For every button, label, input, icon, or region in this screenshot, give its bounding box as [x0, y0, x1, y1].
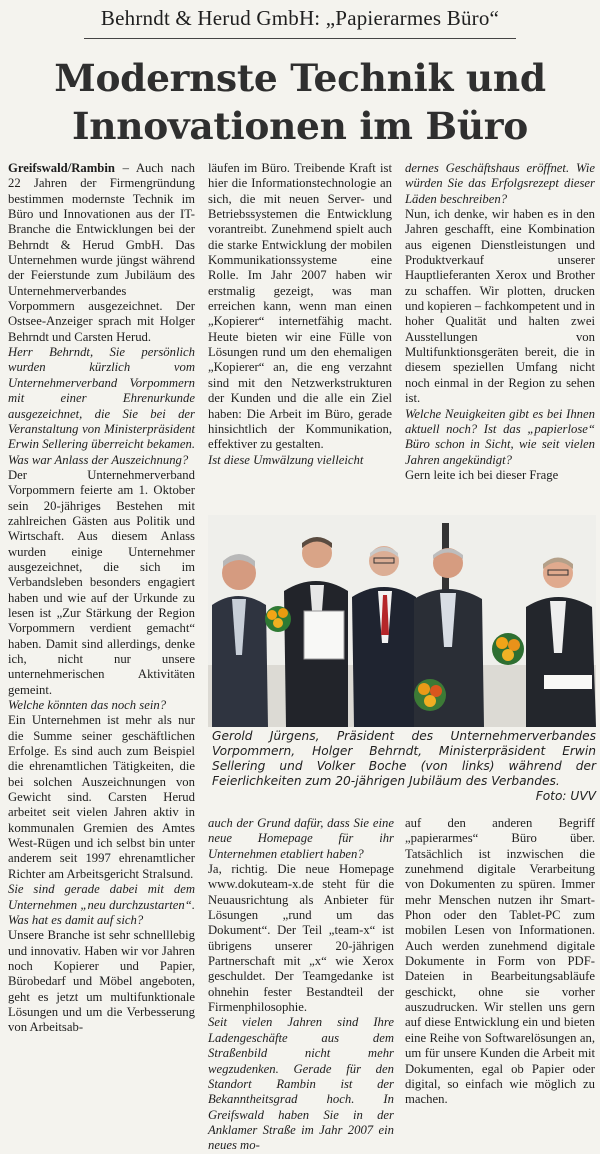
photo-illustration	[208, 515, 596, 727]
question-1: Herr Behrndt, Sie persönlich wurden kürzlich vom Unternehmerverband Vorpommern mit einer Ehrenurkunde ausgezeichnet, die Sie bei der Veranstaltung von Ministerpräsident Erwin Sellering überreicht bekamen. Was war Anlass der Auszeichnung?	[8, 345, 195, 467]
headline-line-1: Modernste Technik und	[54, 56, 546, 100]
question-4: Ist diese Umwälzung vielleicht	[208, 452, 364, 467]
answer-2: Ein Unternehmen ist mehr als nur die Summe seiner geschäftlichen Erfolge. Es sind auch zum Beispiel die ehrenamtlichen Tätigkeiten, die bei solchen Auszeichnungen von Gewicht sind. Carsten Herud arbeitet seit vielen Jahren aktiv in kommunalen Gremien des Amtes West-Rügen und ich selbst bin unter anderem seit 1997 ehrenamtlicher Richter am Arbeitsgericht Stralsund.	[8, 713, 195, 881]
kicker-rule	[84, 38, 516, 39]
answer-7: Nun, ich denke, wir haben es in den Jahren geschafft, eine Kombination aus eigenen Dienstleistungen und Produktverkauf unserer Hauptlieferanten Xerox und Brother zu schaffen. Wir plotten, drucken und kopieren – fachkompetent und in hoher Qualität und halten zwei Ausstellungen von Multifunktionsgeräten bereit, die in diesem speziellen Umfang nicht noch einmal in der Region zu sehen ist.	[405, 207, 595, 406]
dateline: Greifswald/Rambin	[8, 161, 115, 175]
question-4-continued: auch der Grund dafür, dass Sie eine neue Homepage für ihr Unternehmen etabliert haben?	[208, 816, 394, 861]
flower-bouquet-1	[265, 606, 291, 632]
flower-bouquet-2	[414, 679, 446, 711]
column-2-lower	[208, 816, 394, 1154]
question-7: Seit vielen Jahren sind Ihre Ladengeschäfte aus dem Straßenbild nicht mehr wegzudenken. Gerade für den Standort Rambin ist der Bekanntheitsgrad hoch. In Greifswald haben Sie in der Anklamer Straße im Jahr 2007 ein neues mo-	[208, 1015, 394, 1153]
column-1	[8, 161, 195, 1036]
answer-3: Unsere Branche ist sehr schnelllebig und innovativ. Haben wir vor Jahren noch Kopierer und Papier, Bürobedarf und Möbel angeboten, geht es jetzt um multifunktionale Lösungen und um die Verbesserung von Arbeitsab-	[8, 928, 195, 1035]
headline-line-2: Innovationen im Büro	[72, 104, 528, 148]
award-ceremony-photo	[208, 515, 596, 727]
question-7-continued: dernes Geschäftshaus eröffnet. Wie würden Sie das Erfolgsrezept dieser Läden beschreiben?	[405, 161, 595, 206]
photo-credit: Foto: UVV	[535, 789, 596, 804]
column-2	[208, 161, 392, 468]
column-3-lower	[405, 816, 595, 1108]
caption-text: Gerold Jürgens, Präsident des Unternehmerverbandes Vorpommern, Holger Behrndt, Ministerpräsident Erwin Sellering und Volker Boche (von links) während der Feierlichkeiten zum 20-jährigen Jubiläum des Verbandes.	[212, 729, 596, 789]
column-3	[405, 161, 595, 483]
photo-caption	[212, 729, 596, 804]
answer-8-continued: auf den anderen Begriff „papierarmes“ Büro über. Tatsächlich ist inzwischen die zunehmend digitale Verarbeitung von Dokumenten zu spüren. Immer mehr Menschen nutzen ihr Smart-Phon oder den Tablet-PC zum mobilen Lesen von Informationen. Auch werden zunehmend digitale Dokumente in Form von PDF-Dateien in Bearbeitungsabläufe geschickt, ohne sie vorher auszudrucken. Wir stellen uns gern auf diese Entwicklung ein und bieten eine Reihe von Softwarelösungen an, um für unsere Kunden die Arbeit mit Dokumenten, egal ob Papier oder digital, so einfach wie möglich zu machen.	[405, 816, 595, 1107]
lead-text: – Auch nach 22 Jahren der Firmengründung bestimmen modernste Technik im Büro und Innovationen aus der IT-Branche die Entwicklungen bei der Behrndt & Herud GmbH. Das Unternehmen wurde jüngst während der Feierstunde zum Jubiläum des Unternehmerverbandes Vorpommern ausgezeichnet. Der Ostsee-Anzeiger sprach mit Holger Behrndt und Carsten Herud.	[8, 161, 195, 344]
flower-bouquet-3	[492, 633, 524, 665]
answer-3-continued: läufen im Büro. Treibende Kraft ist hier die Informationstechnologie an sich, die mit neuen Server- und Betriebssystemen die Entwicklung vorantreibt. Zunehmend spielt auch die starke Entwicklung der mobilen Kommunikationssysteme eine Rolle. Im Jahr 2007 haben wir erstmalig gezeigt, was man erreichen kann, wenn man einen „Kopierer“ internetfähig macht. Heute bieten wir eine Fülle von Lösungen rund um den ehemaligen „Kopierer“ an, die eng verzahnt sind mit den Netzwerkstrukturen der Kunden und die alle ein Ziel haben: Die Arbeit im Büro, gerade hinsichtlich der Kommunikation, effektiver zu gestalten.	[208, 161, 392, 452]
lead-paragraph	[8, 161, 195, 345]
answer-1: Der Unternehmerverband Vorpommern feierte am 1. Oktober sein 20-jähriges Bestehen mit zahlreichen Gästen aus Politik und Wirtschaft. Aus diesem Anlass wurden einige Unternehmer ausgezeichnet, die sich im Verbandsleben besonders engagiert haben und wie auf der Urkunde zu lesen ist „Zur Stärkung der Region Vorpommern verdient gemacht“ haben. Damit sind allerdings, denke ich, nicht nur unsere unternehmerischen Aktivitäten gemeint.	[8, 467, 195, 697]
answer-4: Ja, richtig. Die neue Homepage www.dokuteam-x.de steht für die Neuausrichtung als Anbieter für Lösungen „rund um das Dokument“. Der Teil „team-x“ ist übrigens unserer 20-jährigen Partnerschaft mit „x“ wie Xerox geschuldet. Der Teamgedanke ist ohnehin fester Bestandteil der Firmenphilosophie.	[208, 862, 394, 1015]
article-kicker: Behrndt & Herud GmbH: „Papierarmes Büro“	[100, 6, 500, 30]
question-8: Welche Neuigkeiten gibt es bei Ihnen aktuell noch? Ist das „papierlose“ Büro schon in Sicht, wie seit vielen Jahren angekündigt?	[405, 406, 595, 467]
headline	[0, 54, 600, 150]
question-2: Welche könnten das noch sein?	[8, 698, 167, 713]
answer-8-start: Gern leite ich bei dieser Frage	[405, 467, 559, 482]
question-3: Sie sind gerade dabei mit dem Unternehmen „neu durchzustarten“. Was hat es damit auf sich?	[8, 882, 195, 927]
